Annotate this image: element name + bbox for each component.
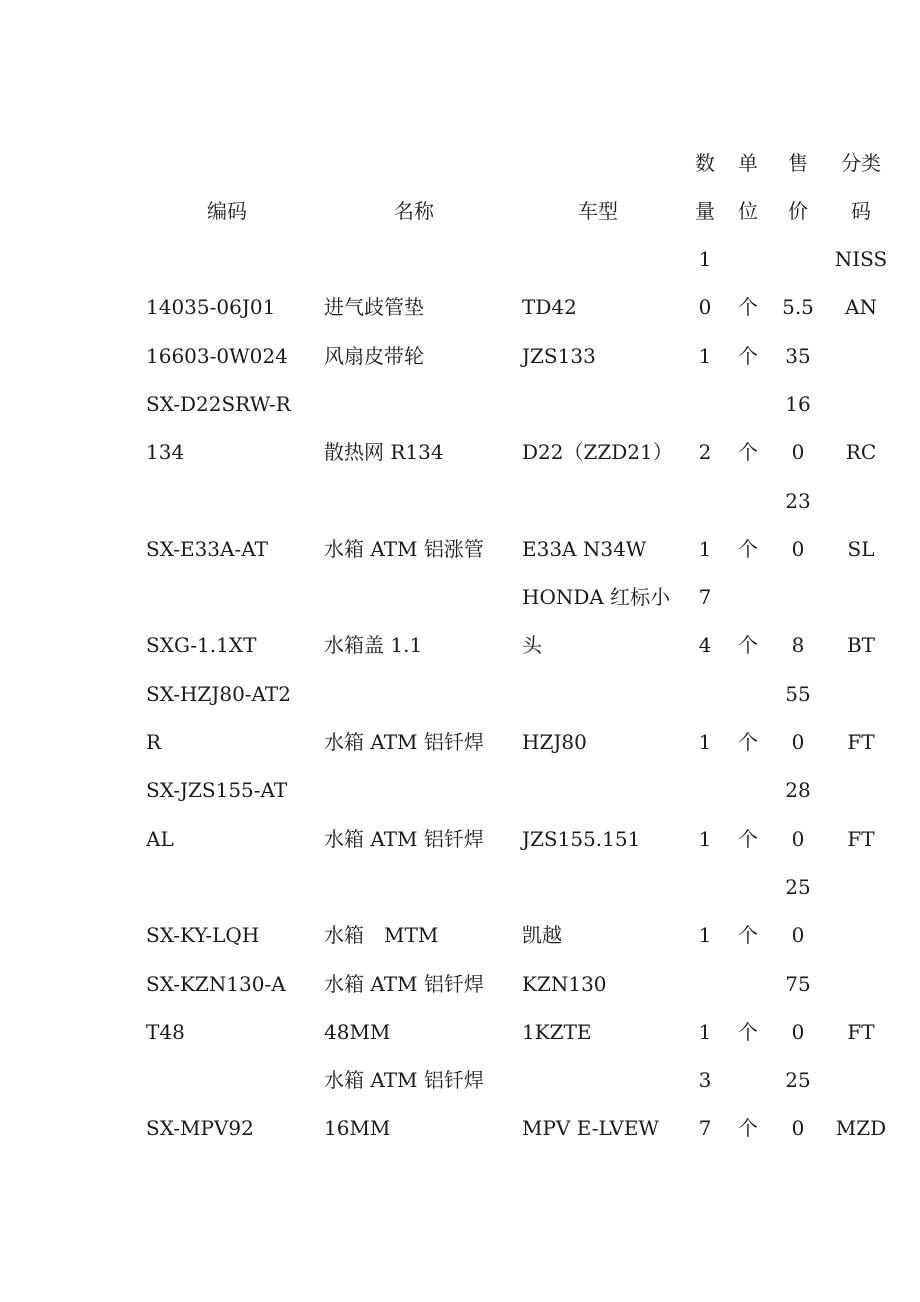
cell-qty: 1 xyxy=(698,923,712,947)
cell-name: 水箱 ATM 铝钎焊 xyxy=(324,730,484,754)
cell-code: T48 xyxy=(146,1020,185,1044)
cell-price: 16 xyxy=(785,392,811,416)
cell-model: JZS155.151 xyxy=(522,827,641,851)
cell-unit: 个 xyxy=(738,923,758,947)
cell-code: 16603-0W024 xyxy=(146,344,288,368)
cell-code: 14035-06J01 xyxy=(146,295,276,319)
cell-name: 水箱盖 1.1 xyxy=(324,633,423,657)
cell-category: BT xyxy=(846,633,876,657)
cell-model: HZJ80 xyxy=(522,730,587,754)
cell-unit: 个 xyxy=(738,295,758,319)
cell-code: SX-HZJ80-AT2 xyxy=(146,682,291,706)
cell-qty: 1 xyxy=(698,827,712,851)
cell-model: 凯越 xyxy=(522,923,562,947)
cell-code: SXG-1.1XT xyxy=(146,633,257,657)
cell-name: 水箱 ATM 铝钎焊 xyxy=(324,827,484,851)
cell-model: HONDA 红标小 xyxy=(522,585,671,609)
header-unit-line1: 单 xyxy=(738,151,758,175)
cell-qty: 1 xyxy=(698,247,712,271)
cell-price: 35 xyxy=(785,344,811,368)
cell-unit: 个 xyxy=(738,730,758,754)
cell-price: 5.5 xyxy=(782,295,814,319)
cell-category: NISS xyxy=(834,247,888,271)
cell-model: TD42 xyxy=(522,295,577,319)
cell-qty: 1 xyxy=(698,1020,712,1044)
cell-code: SX-KZN130-A xyxy=(146,972,286,996)
header-name: 名称 xyxy=(394,199,434,223)
cell-model: JZS133 xyxy=(522,344,596,368)
cell-unit: 个 xyxy=(738,633,758,657)
cell-name: 散热网 R134 xyxy=(324,440,444,464)
header-category-line2: 码 xyxy=(851,199,871,223)
cell-model: KZN130 xyxy=(522,972,607,996)
cell-category: FT xyxy=(847,730,875,754)
cell-name: 16MM xyxy=(324,1116,391,1140)
header-model: 车型 xyxy=(578,199,618,223)
cell-unit: 个 xyxy=(738,1116,758,1140)
cell-qty: 7 xyxy=(698,1116,712,1140)
cell-price: 0 xyxy=(791,923,805,947)
cell-price: 0 xyxy=(791,537,805,561)
cell-price: 28 xyxy=(785,778,811,802)
cell-price: 0 xyxy=(791,1020,805,1044)
cell-code: SX-JZS155-AT xyxy=(146,778,288,802)
cell-model: D22（ZZD21） xyxy=(522,440,673,464)
cell-qty: 1 xyxy=(698,537,712,561)
cell-category: FT xyxy=(847,1020,875,1044)
cell-category: SL xyxy=(847,537,875,561)
cell-price: 8 xyxy=(791,633,805,657)
header-qty-line1: 数 xyxy=(695,151,715,175)
cell-code: SX-MPV92 xyxy=(146,1116,254,1140)
cell-category: RC xyxy=(845,440,877,464)
header-category-line1: 分类 xyxy=(841,151,881,175)
cell-name: 水箱 ATM 铝涨管 xyxy=(324,537,484,561)
cell-model: E33A N34W xyxy=(522,537,647,561)
header-price-line2: 价 xyxy=(788,199,808,223)
cell-code: AL xyxy=(146,827,174,851)
cell-category: MZD xyxy=(835,1116,887,1140)
cell-name: 风扇皮带轮 xyxy=(324,344,424,368)
cell-unit: 个 xyxy=(738,440,758,464)
cell-price: 0 xyxy=(791,1116,805,1140)
cell-price: 75 xyxy=(785,972,811,996)
cell-name: 水箱 ATM 铝钎焊 xyxy=(324,972,484,996)
cell-qty: 3 xyxy=(698,1068,712,1092)
header-code: 编码 xyxy=(207,199,247,223)
cell-price: 0 xyxy=(791,730,805,754)
cell-name: 水箱 ATM 铝钎焊 xyxy=(324,1068,484,1092)
cell-price: 23 xyxy=(785,489,811,513)
cell-unit: 个 xyxy=(738,827,758,851)
cell-price: 25 xyxy=(785,875,811,899)
cell-qty: 4 xyxy=(698,633,712,657)
cell-code: SX-D22SRW-R xyxy=(146,392,291,416)
cell-qty: 0 xyxy=(698,295,712,319)
cell-code: 134 xyxy=(146,440,185,464)
cell-model: 1KZTE xyxy=(522,1020,592,1044)
cell-model: MPV E-LVEW xyxy=(522,1116,659,1140)
cell-name: 48MM xyxy=(324,1020,391,1044)
cell-price: 0 xyxy=(791,827,805,851)
header-qty-line2: 量 xyxy=(695,199,715,223)
cell-name: 水箱 MTM xyxy=(324,923,439,947)
cell-unit: 个 xyxy=(738,344,758,368)
header-unit-line2: 位 xyxy=(738,199,758,223)
cell-price: 55 xyxy=(785,682,811,706)
cell-category: AN xyxy=(845,295,877,319)
cell-qty: 1 xyxy=(698,730,712,754)
cell-qty: 1 xyxy=(698,344,712,368)
cell-qty: 2 xyxy=(698,440,712,464)
header-price-line1: 售 xyxy=(788,151,808,175)
cell-price: 0 xyxy=(791,440,805,464)
cell-name: 进气歧管垫 xyxy=(324,295,424,319)
cell-price: 25 xyxy=(785,1068,811,1092)
cell-model: 头 xyxy=(522,633,542,657)
cell-code: SX-E33A-AT xyxy=(146,537,268,561)
cell-unit: 个 xyxy=(738,1020,758,1044)
cell-unit: 个 xyxy=(738,537,758,561)
cell-code: SX-KY-LQH xyxy=(146,923,260,947)
cell-qty: 7 xyxy=(698,585,712,609)
cell-category: FT xyxy=(847,827,875,851)
cell-code: R xyxy=(146,730,162,754)
